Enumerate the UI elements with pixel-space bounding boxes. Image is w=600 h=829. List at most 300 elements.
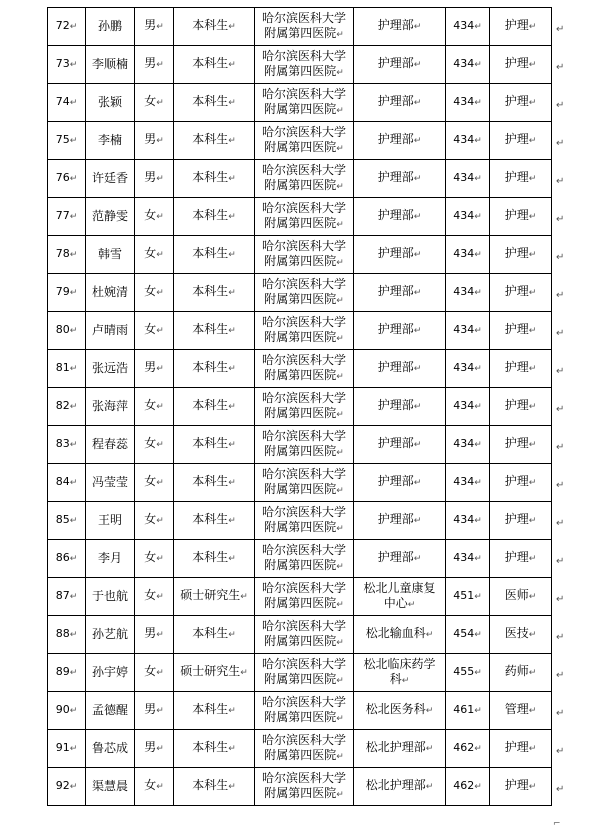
cell-end-mark: ↵ <box>401 675 410 686</box>
cell-end-mark: ↵ <box>228 630 236 640</box>
hospital-cell <box>255 502 354 540</box>
cell-end-mark: ↵ <box>69 668 78 678</box>
table-row <box>48 692 552 730</box>
hospital-cell-line: 哈尔滨医科大学 <box>261 580 346 595</box>
cell-end-mark: ↵ <box>156 440 164 450</box>
row-number <box>48 160 86 198</box>
cell-end-mark: ↵ <box>528 668 537 678</box>
cell-end-mark: ↵ <box>528 630 537 640</box>
row-number <box>48 198 86 236</box>
cell-end-mark: ↵ <box>69 136 78 146</box>
hospital-cell <box>255 388 354 426</box>
role-cell-text: 护理 <box>504 436 529 450</box>
gender-cell <box>135 312 174 350</box>
score-cell <box>446 236 490 274</box>
name-cell-text: 王明 <box>97 513 122 527</box>
department-cell-line: 护理部 <box>377 512 414 526</box>
cell-end-mark: ↵ <box>413 98 422 108</box>
degree-cell <box>174 160 255 198</box>
role-cell <box>490 160 552 198</box>
score-cell-text: 434 <box>453 437 475 450</box>
cell-end-mark: ↵ <box>528 592 537 602</box>
role-cell-text: 护理 <box>504 512 529 526</box>
cell-end-mark: ↵ <box>528 136 537 146</box>
score-cell <box>446 768 490 806</box>
row-end-mark: ↵ <box>556 252 565 263</box>
hospital-cell-line: 附属第四医院 <box>264 519 337 534</box>
hospital-cell-line: 附属第四医院 <box>264 63 337 78</box>
role-cell <box>490 654 552 692</box>
cell-end-mark: ↵ <box>69 212 78 222</box>
cell-end-mark: ↵ <box>528 478 537 488</box>
cell-end-mark: ↵ <box>474 22 482 32</box>
cell-end-mark: ↵ <box>528 706 537 716</box>
row-number-text: 81 <box>55 361 70 374</box>
name-cell <box>86 274 135 312</box>
gender-cell-text: 女 <box>144 664 157 678</box>
cell-end-mark: ↵ <box>336 485 344 496</box>
cell-end-mark: ↵ <box>474 668 482 678</box>
gender-cell-text: 男 <box>144 626 157 640</box>
role-cell-text: 护理 <box>504 56 529 70</box>
hospital-cell-line: 附属第四医院 <box>264 443 337 458</box>
role-cell <box>490 312 552 350</box>
cell-end-mark: ↵ <box>474 98 482 108</box>
department-cell <box>354 84 446 122</box>
hospital-cell-line: 哈尔滨医科大学 <box>261 466 346 481</box>
hospital-cell <box>255 578 354 616</box>
score-cell <box>446 426 490 464</box>
hospital-cell-line: 附属第四医院 <box>264 25 337 40</box>
score-cell-text: 462 <box>453 741 475 754</box>
name-cell-text: 孙鹏 <box>97 19 122 33</box>
degree-cell-text: 硕士研究生 <box>180 664 241 678</box>
table-row <box>48 46 552 84</box>
row-number-text: 77 <box>55 209 70 222</box>
gender-cell-text: 男 <box>144 702 157 716</box>
gender-cell-text: 女 <box>144 398 157 412</box>
degree-cell <box>174 464 255 502</box>
cell-end-mark: ↵ <box>474 60 482 70</box>
score-cell-text: 462 <box>453 779 475 792</box>
degree-cell-text: 本科生 <box>192 740 229 754</box>
degree-cell-text: 本科生 <box>192 94 229 108</box>
hospital-cell-line: 哈尔滨医科大学 <box>261 542 346 557</box>
row-number-text: 91 <box>55 741 70 754</box>
cell-end-mark: ↵ <box>228 402 236 412</box>
row-end-mark: ↵ <box>556 556 565 567</box>
cell-end-mark: ↵ <box>69 440 78 450</box>
role-cell <box>490 350 552 388</box>
degree-cell-text: 本科生 <box>192 56 229 70</box>
department-cell <box>354 540 446 578</box>
department-cell <box>354 122 446 160</box>
row-number-text: 92 <box>55 779 70 792</box>
role-cell <box>490 768 552 806</box>
cell-end-mark: ↵ <box>69 782 78 792</box>
hospital-cell-line: 附属第四医院 <box>264 291 337 306</box>
gender-cell-text: 男 <box>144 18 157 32</box>
department-cell <box>354 388 446 426</box>
department-cell <box>354 274 446 312</box>
score-cell <box>446 46 490 84</box>
score-cell-text: 434 <box>453 399 475 412</box>
row-number-text: 83 <box>55 437 70 450</box>
hospital-cell-line: 附属第四医院 <box>264 405 337 420</box>
name-cell-text: 张远浩 <box>91 361 128 375</box>
hospital-cell-line: 哈尔滨医科大学 <box>261 390 346 405</box>
hospital-cell-line: 哈尔滨医科大学 <box>261 86 346 101</box>
cell-end-mark: ↵ <box>69 98 78 108</box>
row-number-text: 76 <box>55 171 70 184</box>
role-cell-text: 护理 <box>504 550 529 564</box>
hospital-cell-line: 哈尔滨医科大学 <box>261 10 346 25</box>
department-cell-line: 中心 <box>383 595 408 610</box>
role-cell-text: 医技 <box>504 626 529 640</box>
gender-cell-text: 女 <box>144 778 157 792</box>
cell-end-mark: ↵ <box>156 288 164 298</box>
gender-cell <box>135 236 174 274</box>
gender-cell <box>135 502 174 540</box>
cell-end-mark: ↵ <box>336 371 344 382</box>
row-end-mark: ↵ <box>556 708 565 719</box>
hospital-cell <box>255 274 354 312</box>
role-cell <box>490 730 552 768</box>
row-number <box>48 84 86 122</box>
degree-cell <box>174 692 255 730</box>
row-number-text: 90 <box>55 703 70 716</box>
cell-end-mark: ↵ <box>228 98 236 108</box>
cell-end-mark: ↵ <box>474 744 482 754</box>
name-cell <box>86 350 135 388</box>
score-cell <box>446 312 490 350</box>
name-cell-text: 韩雪 <box>97 247 122 261</box>
cell-end-mark: ↵ <box>413 22 422 32</box>
table-row <box>48 198 552 236</box>
score-cell <box>446 540 490 578</box>
row-number <box>48 654 86 692</box>
cell-end-mark: ↵ <box>413 402 422 412</box>
name-cell-text: 许廷香 <box>91 171 128 185</box>
cell-end-mark: ↵ <box>336 675 344 686</box>
name-cell-text: 杜婉清 <box>91 285 128 299</box>
degree-cell <box>174 8 255 46</box>
gender-cell <box>135 730 174 768</box>
degree-cell <box>174 730 255 768</box>
gender-cell <box>135 46 174 84</box>
row-number <box>48 122 86 160</box>
row-number <box>48 578 86 616</box>
name-cell <box>86 8 135 46</box>
department-cell <box>354 730 446 768</box>
cell-end-mark: ↵ <box>425 706 434 716</box>
cell-end-mark: ↵ <box>69 288 78 298</box>
cell-end-mark: ↵ <box>474 478 482 488</box>
role-cell <box>490 692 552 730</box>
gender-cell <box>135 426 174 464</box>
table-row <box>48 236 552 274</box>
degree-cell <box>174 388 255 426</box>
degree-cell-text: 本科生 <box>192 284 229 298</box>
role-cell-text: 护理 <box>504 322 529 336</box>
table-row <box>48 388 552 426</box>
department-cell-line: 松北临床药学 <box>363 656 436 671</box>
role-cell <box>490 388 552 426</box>
cell-end-mark: ↵ <box>528 782 537 792</box>
gender-cell <box>135 616 174 654</box>
degree-cell <box>174 654 255 692</box>
cell-end-mark: ↵ <box>228 326 236 336</box>
name-cell <box>86 198 135 236</box>
gender-cell <box>135 464 174 502</box>
role-cell-text: 护理 <box>504 474 529 488</box>
gender-cell <box>135 122 174 160</box>
cell-end-mark: ↵ <box>474 250 482 260</box>
cell-end-mark: ↵ <box>528 60 537 70</box>
cell-end-mark: ↵ <box>528 212 537 222</box>
degree-cell-text: 本科生 <box>192 246 229 260</box>
name-cell <box>86 578 135 616</box>
gender-cell <box>135 768 174 806</box>
department-cell-line: 护理部 <box>377 474 414 488</box>
hospital-cell <box>255 540 354 578</box>
gender-cell-text: 男 <box>144 740 157 754</box>
score-cell-text: 434 <box>453 475 475 488</box>
row-end-mark: ↵ <box>556 328 565 339</box>
role-cell <box>490 236 552 274</box>
department-cell-line: 松北输血科 <box>365 626 426 640</box>
table-row <box>48 654 552 692</box>
score-cell <box>446 388 490 426</box>
hospital-cell-line: 哈尔滨医科大学 <box>261 504 346 519</box>
cell-end-mark: ↵ <box>336 181 344 192</box>
name-cell <box>86 730 135 768</box>
role-cell-text: 护理 <box>504 132 529 146</box>
department-cell <box>354 768 446 806</box>
row-number-text: 75 <box>55 133 70 146</box>
score-cell-text: 434 <box>453 19 475 32</box>
cell-end-mark: ↵ <box>413 364 422 374</box>
name-cell <box>86 236 135 274</box>
table-row <box>48 502 552 540</box>
hospital-cell-line: 附属第四医院 <box>264 747 337 762</box>
row-number-text: 88 <box>55 627 70 640</box>
cell-end-mark: ↵ <box>336 409 344 420</box>
score-cell-text: 455 <box>453 665 475 678</box>
gender-cell-text: 女 <box>144 512 157 526</box>
row-number <box>48 502 86 540</box>
cell-end-mark: ↵ <box>474 364 482 374</box>
hospital-cell-line: 哈尔滨医科大学 <box>261 656 346 671</box>
hospital-cell <box>255 616 354 654</box>
row-number-text: 85 <box>55 513 70 526</box>
gender-cell <box>135 274 174 312</box>
role-cell <box>490 502 552 540</box>
hospital-cell-line: 附属第四医院 <box>264 633 337 648</box>
cell-end-mark: ↵ <box>528 98 537 108</box>
score-cell <box>446 274 490 312</box>
department-cell-line: 松北儿童康复 <box>363 580 436 595</box>
row-end-mark: ↵ <box>556 442 565 453</box>
cell-end-mark: ↵ <box>228 212 236 222</box>
score-cell-text: 434 <box>453 361 475 374</box>
table-row <box>48 274 552 312</box>
gender-cell <box>135 578 174 616</box>
score-cell <box>446 578 490 616</box>
row-end-mark: ↵ <box>556 632 565 643</box>
hospital-cell <box>255 198 354 236</box>
score-cell-text: 434 <box>453 57 475 70</box>
hospital-cell-line: 附属第四医院 <box>264 671 337 686</box>
cell-end-mark: ↵ <box>474 706 482 716</box>
hospital-cell-line: 附属第四医院 <box>264 709 337 724</box>
cell-end-mark: ↵ <box>156 136 164 146</box>
row-number-text: 74 <box>55 95 70 108</box>
score-cell <box>446 730 490 768</box>
hospital-cell-line: 附属第四医院 <box>264 785 337 800</box>
roster-table <box>47 7 552 806</box>
department-cell-line: 护理部 <box>377 398 414 412</box>
name-cell-text: 卢晴雨 <box>91 323 128 337</box>
score-cell-text: 434 <box>453 551 475 564</box>
cell-end-mark: ↵ <box>474 630 482 640</box>
table-row <box>48 160 552 198</box>
cell-end-mark: ↵ <box>336 219 344 230</box>
cell-end-mark: ↵ <box>228 250 236 260</box>
row-number-text: 86 <box>55 551 70 564</box>
cell-end-mark: ↵ <box>474 554 482 564</box>
score-cell-text: 434 <box>453 513 475 526</box>
cell-end-mark: ↵ <box>413 326 422 336</box>
row-end-mark: ↵ <box>556 290 565 301</box>
score-cell <box>446 122 490 160</box>
cell-end-mark: ↵ <box>336 713 344 724</box>
hospital-cell <box>255 654 354 692</box>
row-number <box>48 46 86 84</box>
role-cell <box>490 274 552 312</box>
cell-end-mark: ↵ <box>69 592 78 602</box>
department-cell <box>354 578 446 616</box>
cell-end-mark: ↵ <box>69 250 78 260</box>
cell-end-mark: ↵ <box>528 326 537 336</box>
hospital-cell-line: 附属第四医院 <box>264 595 337 610</box>
hospital-cell-line: 附属第四医院 <box>264 177 337 192</box>
score-cell-text: 451 <box>453 589 475 602</box>
cell-end-mark: ↵ <box>228 60 236 70</box>
cell-end-mark: ↵ <box>69 60 78 70</box>
table-row <box>48 84 552 122</box>
cell-end-mark: ↵ <box>413 174 422 184</box>
table-row <box>48 768 552 806</box>
degree-cell <box>174 312 255 350</box>
hospital-cell-line: 哈尔滨医科大学 <box>261 276 346 291</box>
cell-end-mark: ↵ <box>474 782 482 792</box>
degree-cell-text: 本科生 <box>192 398 229 412</box>
cell-end-mark: ↵ <box>156 478 164 488</box>
table-row <box>48 350 552 388</box>
role-cell-text: 护理 <box>504 94 529 108</box>
cell-end-mark: ↵ <box>474 136 482 146</box>
row-end-mark: ↵ <box>556 518 565 529</box>
score-cell <box>446 654 490 692</box>
department-cell-line: 护理部 <box>377 170 414 184</box>
degree-cell-text: 本科生 <box>192 18 229 32</box>
name-cell <box>86 464 135 502</box>
department-cell-line: 护理部 <box>377 56 414 70</box>
degree-cell <box>174 198 255 236</box>
role-cell <box>490 464 552 502</box>
gender-cell <box>135 654 174 692</box>
cell-end-mark: ↵ <box>413 440 422 450</box>
hospital-cell-line: 哈尔滨医科大学 <box>261 352 346 367</box>
gender-cell <box>135 160 174 198</box>
degree-cell <box>174 540 255 578</box>
degree-cell <box>174 46 255 84</box>
department-cell <box>354 312 446 350</box>
department-cell <box>354 654 446 692</box>
degree-cell-text: 硕士研究生 <box>180 588 241 602</box>
hospital-cell-line: 哈尔滨医科大学 <box>261 618 346 633</box>
degree-cell-text: 本科生 <box>192 512 229 526</box>
degree-cell-text: 本科生 <box>192 322 229 336</box>
name-cell-text: 冯莹莹 <box>91 475 128 489</box>
table-row <box>48 122 552 160</box>
row-number-text: 82 <box>55 399 70 412</box>
name-cell <box>86 160 135 198</box>
gender-cell <box>135 198 174 236</box>
hospital-cell-line: 哈尔滨医科大学 <box>261 200 346 215</box>
name-cell <box>86 654 135 692</box>
row-end-mark: ↵ <box>556 366 565 377</box>
cell-end-mark: ↵ <box>228 744 236 754</box>
row-number <box>48 730 86 768</box>
score-cell-text: 454 <box>453 627 475 640</box>
role-cell <box>490 616 552 654</box>
role-cell-text: 护理 <box>504 208 529 222</box>
hospital-cell-line: 哈尔滨医科大学 <box>261 124 346 139</box>
hospital-cell-line: 附属第四医院 <box>264 557 337 572</box>
gender-cell-text: 女 <box>144 94 157 108</box>
score-cell <box>446 616 490 654</box>
department-cell <box>354 46 446 84</box>
name-cell-text: 范静雯 <box>91 209 128 223</box>
name-cell <box>86 540 135 578</box>
table-row <box>48 426 552 464</box>
cell-end-mark: ↵ <box>156 22 164 32</box>
cell-end-mark: ↵ <box>156 592 164 602</box>
cell-end-mark: ↵ <box>336 105 344 116</box>
name-cell <box>86 84 135 122</box>
cell-end-mark: ↵ <box>156 402 164 412</box>
cell-end-mark: ↵ <box>156 60 164 70</box>
department-cell-line: 护理部 <box>377 94 414 108</box>
row-number-text: 89 <box>55 665 70 678</box>
cell-end-mark: ↵ <box>336 599 344 610</box>
row-number-text: 73 <box>55 57 70 70</box>
hospital-cell-line: 哈尔滨医科大学 <box>261 694 346 709</box>
hospital-cell-line: 附属第四医院 <box>264 215 337 230</box>
score-cell <box>446 692 490 730</box>
hospital-cell-line: 附属第四医院 <box>264 139 337 154</box>
gender-cell-text: 男 <box>144 170 157 184</box>
cell-end-mark: ↵ <box>474 402 482 412</box>
row-number <box>48 8 86 46</box>
degree-cell-text: 本科生 <box>192 132 229 146</box>
cell-end-mark: ↵ <box>69 706 78 716</box>
row-number <box>48 236 86 274</box>
cell-end-mark: ↵ <box>228 288 236 298</box>
gender-cell-text: 女 <box>144 550 157 564</box>
